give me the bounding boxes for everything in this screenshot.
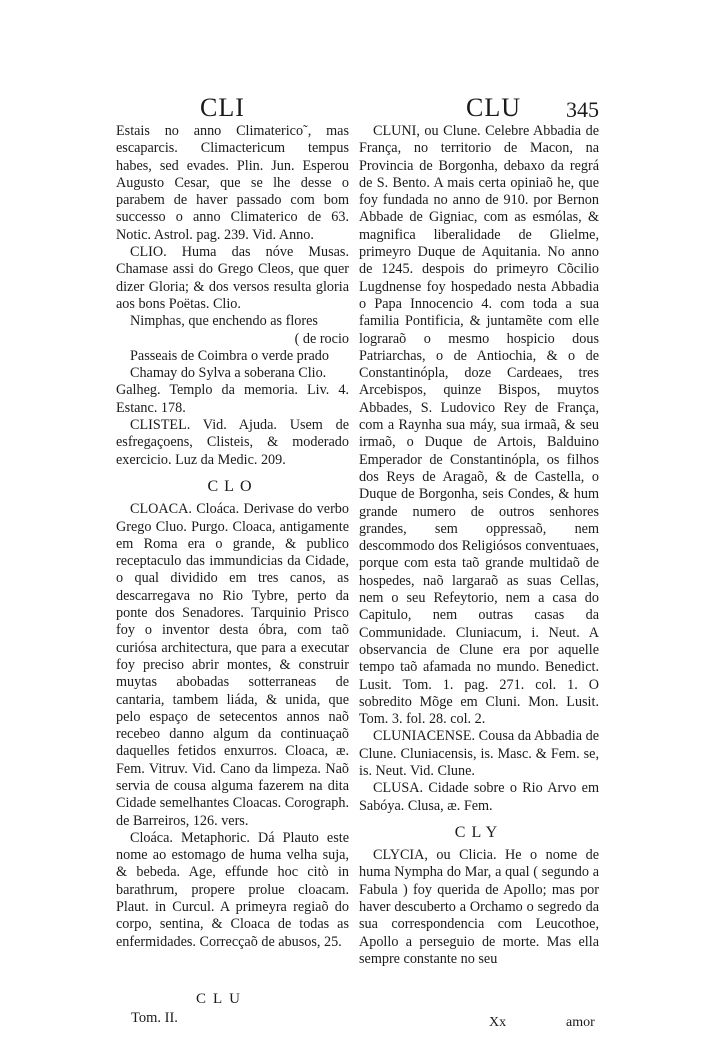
- volume-label: Tom. II.: [131, 1010, 178, 1026]
- signature-mark: Xx: [489, 1015, 507, 1030]
- entry-clusa: CLUSA. Cidade sobre o Rio Arvo em Sabóya. Clusa, æ. Fem.: [359, 780, 599, 814]
- verse-line-4: Chamay do Sylva a soberana Clio.: [130, 365, 327, 382]
- verse-line-3: Passeais de Coimbra o verde prado: [130, 347, 329, 364]
- entry-clio: CLIO. Huma das nóve Musas. Chamase assi do Grego Cleos, que quer dizer Gloria; & dos versos resulta gloria aos bons Poëtas. Clio.: [116, 244, 349, 312]
- right-running-head: CLU: [466, 93, 521, 122]
- section-heading-clo: CLO: [207, 477, 258, 495]
- entry-cluni: CLUNI, ou Clune. Celebre Abbadia de França, no territorio de Macon, na Provincia de Borgonha, debaxo da regrá de S. Bento. A mais certa opiniaõ he, que foy fundada no anno de 910. por Bernon Abbade de Gigniac, com as esmólas, & magnifica liberalidade de Glielme, primeyro Duque de Aquitania. No anno de 1245. despois do primeyro Cõcilio Lugdnense foy hospedado nesta Abbadia o Papa Innocencio 4. com toda a sua familia Pontificia, & juntamẽte com elle lograraõ o mesmo hospicio dous Patriarchas, o de Antiochia, & o de Constantinópla, doze Cardeaes, tres Arcebispos, quinze Bispos, muytos Abbades, S. Ludovico Rey de França, com a Raynha sua máy, sua irmaã, & seu irmaõ, o Duque de Artois, Balduino Emperador de Constantinópla, os filhos dos Reys de Aragaõ, & de Castella, o Duque de Borgonha, seis Condes, & hum grande numero de outros senhores grandes, sem oppressaõ, nem descommodo dos Religiósos conventuaes, porque com esta taõ grande multidaõ de hospedes, naõ largaraõ as suas Cellas, nem o seu Refeytorio, nem a casa do Capitulo, nem outras casas da Communidade. Cluniacum, i. Neut. A observancia de Clune era por aquelle tempo taõ afamada no mundo. Benedict. Lusit. Tom. 1. pag. 271. col. 1. O sobredito Mõge em Cluni. Mon. Lusit. Tom. 3. fol. 28. col. 2.: [359, 123, 599, 728]
- catchword: amor: [566, 1015, 595, 1030]
- section-heading-cly: CLY: [454, 823, 504, 841]
- entry-cloaca: CLOACA. Cloáca. Derivase do verbo Grego Cluo. Purgo. Cloaca, antigamente em Roma era o grande, & publico receptaculo das immundicias da Cidade, o qual dividido em tres canos, as descarregava no Rio Tybre, perto da ponte dos Senadores. Tarquinio Prisco foy o inventor desta óbra, com taõ curiósa architectura, que para a executar foy preciso abrir montes, & construir muytas abobadas sotterraneas de cantaria, tambem liáda, & unida, que pelo espaço de setecentos annos naõ recebeo danno algum da continuaçaõ daquelles fetidos enxurros. Cloaca, æ. Fem. Vitruv. Vid. Cano da limpeza. Naõ servia de cousa alguma fazerem na dita Cidade semelhantes Cloacas. Corograph. de Barreiros, 126. vers.: [116, 501, 349, 829]
- entry-climaterico-continued: Estais no anno Climaterico˜, mas escaparcis. Climactericum tempus habes, sed evades. Plin. Jun. Esperou Augusto Cesar, que se lhe desse o parabem de haver passado com bom successo o anno Climaterico de 63. Notic. Astrol. pag. 239. Vid. Anno.: [116, 123, 349, 243]
- entry-cloaca-metaphoric: Cloáca. Metaphoric. Dá Plauto este nome ao estomago de huma velha suja, & bebeda. Age, effunde hoc citò in barathrum, propere prolue cloacam. Plaut. in Curcul. A primeyra regiaõ do corpo, sentina, & Cloaca de todas as enfermidades. Correcçaõ de abusos, 25.: [116, 829, 349, 950]
- entry-clistel: CLISTEL. Vid. Ajuda. Usem de esfregaçoens, Clisteis, & moderado exercicio. Luz da Medic. 209.: [116, 417, 349, 468]
- entry-cluniacense: CLUNIACENSE. Cousa da Abbadia de Clune. Cluniacensis, is. Masc. & Fem. se, is. Neut. Vid. Clune.: [359, 728, 599, 779]
- right-column: [359, 123, 599, 968]
- verse-line-1: Nimphas, que enchendo as flores: [130, 313, 318, 330]
- verse-citation: Galheg. Templo da memoria. Liv. 4. Estanc. 178.: [116, 382, 349, 416]
- page-number: 345: [566, 97, 599, 122]
- verse-line-2: ( de rocio: [294, 330, 349, 347]
- left-running-head: CLI: [200, 93, 245, 122]
- section-heading-clu: CLU: [196, 991, 247, 1007]
- left-column: [116, 123, 349, 951]
- entry-clycia: CLYCIA, ou Clicia. He o nome de huma Nympha do Mar, a qual ( segundo a Fabula ) foy querida de Apollo; mas por haver descuberto a Orchamo o segredo da sua correspondencia com Leucothoe, Apollo a perseguio de morte. Mas ella sempre constante no seu: [359, 847, 599, 967]
